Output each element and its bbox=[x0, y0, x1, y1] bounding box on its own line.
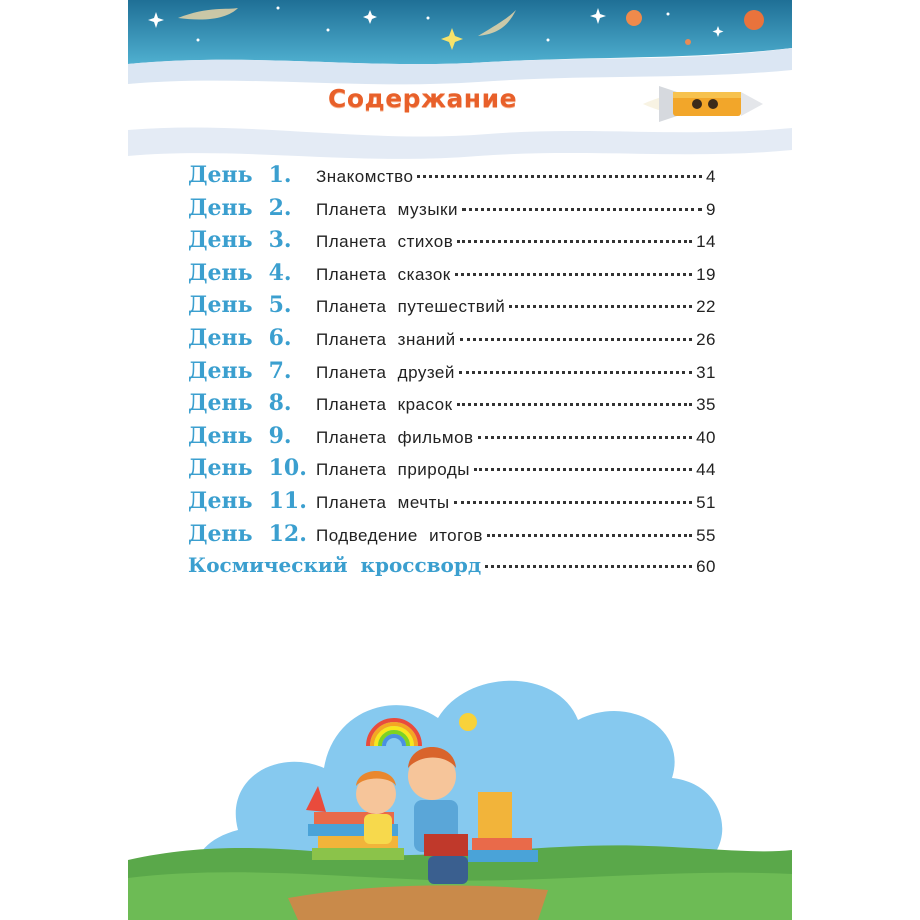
page-number: 19 bbox=[696, 264, 716, 284]
dot-leader bbox=[455, 273, 692, 276]
toc-row[interactable] bbox=[188, 292, 716, 325]
day-label: День 1. bbox=[188, 162, 292, 188]
page-number: 35 bbox=[696, 395, 716, 415]
page-number: 55 bbox=[696, 525, 716, 545]
page-number: 14 bbox=[696, 232, 716, 252]
page-number: 26 bbox=[696, 329, 716, 349]
toc-row[interactable] bbox=[188, 358, 716, 391]
page-number: 60 bbox=[696, 557, 716, 577]
book-page bbox=[128, 0, 792, 920]
toc-row[interactable] bbox=[188, 455, 716, 488]
chapter-title: Знакомство bbox=[316, 167, 414, 186]
day-label: День 3. bbox=[188, 227, 292, 254]
day-label: День 10. bbox=[188, 455, 307, 482]
day-label: День 12. bbox=[188, 520, 307, 547]
page-number: 4 bbox=[706, 167, 716, 186]
chapter-title: Планета знаний bbox=[316, 329, 456, 349]
toc-row[interactable] bbox=[188, 488, 716, 521]
toc-row[interactable] bbox=[188, 260, 716, 293]
sun-icon bbox=[459, 713, 477, 731]
chapter-title: Планета фильмов bbox=[316, 427, 474, 447]
chapter-title: Планета путешествий bbox=[316, 297, 506, 317]
page-number: 40 bbox=[696, 427, 716, 447]
rocket-icon bbox=[643, 76, 765, 132]
day-label: День 7. bbox=[188, 357, 292, 384]
chapter-title: Планета друзей bbox=[316, 362, 455, 382]
dot-leader bbox=[457, 240, 692, 243]
toc-row[interactable] bbox=[188, 195, 716, 228]
chapter-title: Планета природы bbox=[316, 460, 470, 480]
chapter-title: Планета музыки bbox=[316, 199, 458, 219]
dot-leader bbox=[454, 501, 692, 504]
dot-leader bbox=[459, 371, 692, 374]
dot-leader bbox=[417, 175, 702, 178]
chapter-title: Планета сказок bbox=[316, 264, 451, 284]
toc-row-crossword[interactable] bbox=[188, 553, 716, 586]
table-of-contents bbox=[188, 162, 716, 586]
chapter-title: Планета красок bbox=[316, 395, 453, 415]
dot-leader bbox=[457, 403, 693, 406]
toc-row[interactable] bbox=[188, 227, 716, 260]
page-number: 9 bbox=[706, 199, 716, 219]
day-label: День 5. bbox=[188, 292, 292, 319]
chapter-title: Планета мечты bbox=[316, 492, 450, 512]
day-label: День 2. bbox=[188, 194, 292, 221]
day-label: День 8. bbox=[188, 390, 292, 417]
dot-leader bbox=[462, 208, 702, 211]
dot-leader bbox=[460, 338, 692, 341]
dot-leader bbox=[474, 468, 692, 471]
toc-row[interactable] bbox=[188, 325, 716, 358]
dot-leader bbox=[478, 436, 693, 439]
toc-row[interactable] bbox=[188, 423, 716, 456]
page-number: 31 bbox=[696, 362, 716, 382]
kids-reading-illustration bbox=[128, 598, 792, 920]
chapter-title: Планета стихов bbox=[316, 232, 454, 252]
crossword-label: Космический кроссворд bbox=[188, 553, 482, 578]
page-number: 51 bbox=[696, 492, 716, 512]
toc-row[interactable] bbox=[188, 390, 716, 423]
dot-leader bbox=[487, 534, 692, 537]
day-label: День 4. bbox=[188, 259, 292, 286]
day-label: День 6. bbox=[188, 324, 292, 351]
dot-leader bbox=[509, 305, 692, 308]
page-number: 22 bbox=[696, 297, 716, 317]
day-label: День 11. bbox=[188, 487, 307, 514]
toc-row[interactable] bbox=[188, 521, 716, 554]
cloud-wave-bottom bbox=[128, 128, 792, 159]
page-title: Содержание bbox=[328, 84, 518, 113]
chapter-title: Подведение итогов bbox=[316, 525, 483, 545]
dot-leader bbox=[485, 565, 692, 568]
planet-icon bbox=[626, 10, 642, 26]
planet-icon bbox=[744, 10, 764, 30]
page-number: 44 bbox=[696, 460, 716, 480]
toc-row[interactable] bbox=[188, 162, 716, 195]
day-label: День 9. bbox=[188, 422, 292, 449]
